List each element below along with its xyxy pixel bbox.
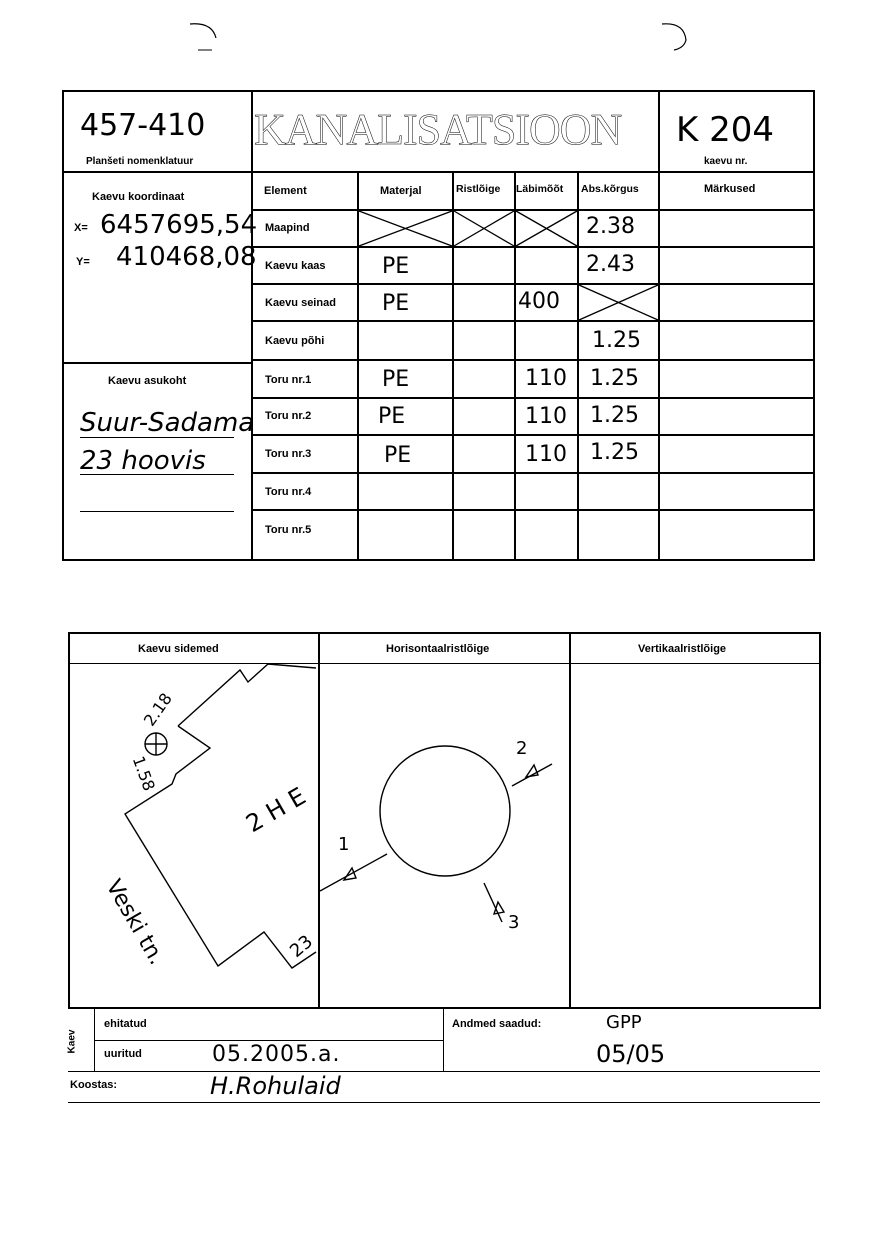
row-material: PE xyxy=(378,404,406,429)
row-diameter: 110 xyxy=(525,442,567,467)
row-abs-height: 2.38 xyxy=(586,214,635,239)
y-coordinate: 410468,08 xyxy=(116,242,257,272)
well-number: K 204 xyxy=(676,110,774,150)
street-label: Veski tn. xyxy=(100,875,170,970)
compiled-by: H.Rohulaid xyxy=(210,1072,341,1100)
row-element: Toru nr.1 xyxy=(265,374,312,386)
coordinates-label: Kaevu koordinaat xyxy=(92,191,185,203)
row-material: PE xyxy=(382,254,410,279)
data-given-label: Andmed saadud: xyxy=(452,1018,542,1030)
sheet-code: 457-410 xyxy=(80,108,206,143)
data-given-date: 05/05 xyxy=(596,1040,666,1068)
distance-top: 2.18 xyxy=(139,689,176,730)
col-cross-section: Ristlõige xyxy=(456,183,501,195)
distance-left: 1.58 xyxy=(128,753,159,794)
location-line2: 23 hoovis xyxy=(80,446,206,476)
well-label: Kaev xyxy=(66,1029,78,1054)
sheet-code-label: Planšeti nomenklatuur xyxy=(86,156,194,167)
row-diameter: 110 xyxy=(525,404,567,429)
row-element: Kaevu kaas xyxy=(265,260,326,272)
col-diameter: Läbimõõt xyxy=(516,183,564,195)
row-abs-height: 1.25 xyxy=(592,328,641,353)
col-remarks: Märkused xyxy=(704,183,756,195)
row-diameter: 400 xyxy=(518,289,560,314)
row-element: Kaevu põhi xyxy=(265,335,325,347)
row-element: Toru nr.2 xyxy=(265,410,312,422)
well-number-label: kaevu nr. xyxy=(704,156,748,167)
built-label: ehitatud xyxy=(104,1018,147,1030)
row-abs-height: 2.43 xyxy=(586,252,635,277)
row-abs-height: 1.25 xyxy=(590,403,639,428)
row-element: Kaevu seinad xyxy=(265,297,336,309)
building-label: 2 H E xyxy=(241,781,311,839)
diagram-col3-label: Vertikaalristlõige xyxy=(638,643,727,655)
surveyed-date: 05.2005.a. xyxy=(212,1042,341,1067)
row-element: Maapind xyxy=(265,222,310,234)
surveyed-label: uuritud xyxy=(104,1048,142,1060)
location-line1: Suur-Sadama xyxy=(80,408,255,438)
row-abs-height: 1.25 xyxy=(590,366,639,391)
x-prefix: X= xyxy=(74,222,88,234)
row-diameter: 110 xyxy=(525,366,567,391)
row-material: PE xyxy=(382,291,410,316)
pipe-1-label: 1 xyxy=(338,834,350,855)
row-material: PE xyxy=(382,367,410,392)
pipe-3-label: 3 xyxy=(508,912,520,933)
form-title: KANALISATSIOON xyxy=(254,105,622,154)
row-material: PE xyxy=(384,443,412,468)
data-given-value: GPP xyxy=(606,1012,642,1033)
row-element: Toru nr.3 xyxy=(265,448,312,460)
diagram-col2-label: Horisontaalristlõige xyxy=(386,643,490,655)
y-prefix: Y= xyxy=(76,256,90,268)
location-label: Kaevu asukoht xyxy=(108,375,187,387)
row-element: Toru nr.4 xyxy=(265,486,312,498)
col-material: Materjal xyxy=(380,185,422,197)
col-abs-height: Abs.kõrgus xyxy=(581,183,639,195)
house-number: 23 xyxy=(285,931,317,962)
col-element: Element xyxy=(264,185,307,197)
row-element: Toru nr.5 xyxy=(265,524,312,536)
diagram-col1-label: Kaevu sidemed xyxy=(138,643,219,655)
x-coordinate: 6457695,54 xyxy=(100,210,258,240)
pipe-2-label: 2 xyxy=(516,738,528,759)
row-abs-height: 1.25 xyxy=(590,440,639,465)
compiled-label: Koostas: xyxy=(70,1079,118,1091)
